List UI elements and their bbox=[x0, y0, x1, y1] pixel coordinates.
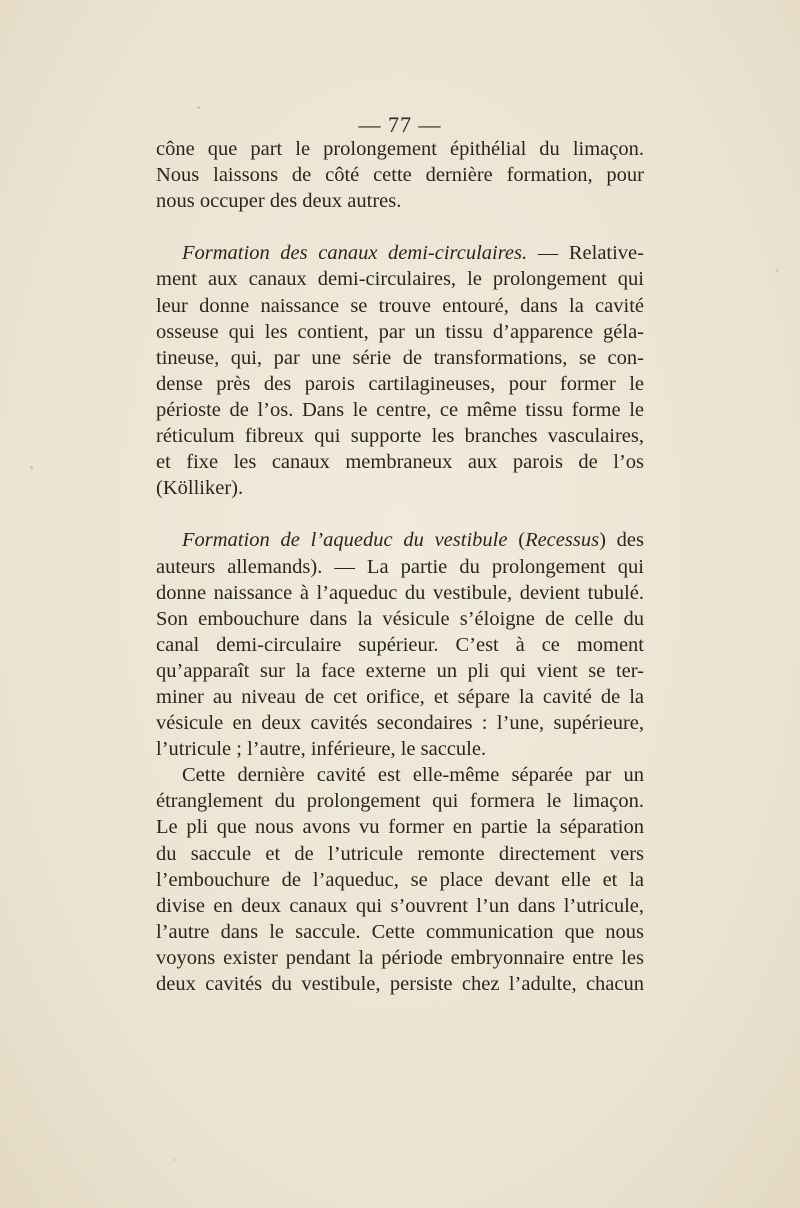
text-line: et fixe les canaux membraneux aux parois de l’os bbox=[156, 451, 644, 474]
text-line: nous occuper des deux autres. bbox=[156, 190, 402, 213]
text-line: canal demi-circulaire supérieur. C’est à ce moment bbox=[156, 633, 644, 656]
text-line: auteurs allemands). — La partie du prolongement qui bbox=[156, 555, 644, 578]
text-line: du saccule et de l’utricule remonte directement vers bbox=[156, 842, 644, 865]
text-line: l’autre dans le saccule. Cette communication que nous bbox=[156, 920, 644, 943]
text-line: vésicule en deux cavités secondaires : l’une, supérieure, bbox=[156, 712, 644, 735]
text-line: étranglement du prolongement qui formera le limaçon. bbox=[156, 790, 644, 813]
text-line: périoste de l’os. Dans le centre, ce même tissu forme le bbox=[156, 398, 644, 421]
section-heading: Formation des canaux demi-circulaires. bbox=[182, 242, 528, 265]
text-line: osseuse qui les contient, par un tissu d’apparence géla- bbox=[156, 320, 644, 343]
text-line: qu’apparaît sur la face externe un pli qui vient se ter- bbox=[156, 659, 644, 682]
paper-speck bbox=[776, 269, 778, 272]
text-line: tineuse, qui, par une série de transformations, se con- bbox=[156, 346, 644, 369]
text-fragment: ) des bbox=[599, 529, 644, 552]
text-line: voyons exister pendant la période embryonnaire entre les bbox=[156, 946, 644, 969]
section-heading: Formation de l’aqueduc du vestibule bbox=[182, 529, 508, 552]
text-line: l’utricule ; l’autre, inférieure, le saccule. bbox=[156, 738, 487, 761]
text-line: ment aux canaux demi-circulaires, le prolongement qui bbox=[156, 268, 644, 291]
text-fragment: — Relative- bbox=[527, 242, 644, 265]
text-line bbox=[156, 527, 644, 553]
text-line: (Kölliker). bbox=[156, 477, 244, 500]
section-heading-term: Recessus bbox=[525, 529, 600, 552]
text-line: deux cavités du vestibule, persiste chez l’adulte, chacun bbox=[156, 973, 644, 995]
text-line: donne naissance à l’aqueduc du vestibule, devient tubulé. bbox=[156, 581, 644, 604]
paragraph-gap bbox=[156, 214, 644, 240]
text-line: miner au niveau de cet orifice, et sépare la cavité de la bbox=[156, 685, 644, 708]
page-number: — 77 — bbox=[358, 112, 442, 137]
text-line: Nous laissons de côté cette dernière formation, pour bbox=[156, 164, 644, 187]
text-line: cône que part le prolongement épithélial du limaçon. bbox=[156, 138, 644, 160]
text-line: Son embouchure dans la vésicule s’éloigne de celle du bbox=[156, 607, 644, 630]
paper-speck bbox=[30, 466, 33, 469]
text-fragment: ( bbox=[507, 529, 526, 552]
text-line: l’embouchure de l’aqueduc, se place devant elle et la bbox=[156, 868, 644, 891]
paragraph-gap bbox=[156, 501, 644, 527]
text-line: divise en deux canaux qui s’ouvrent l’un dans l’utricule, bbox=[156, 894, 644, 917]
text-line: Le pli que nous avons vu former en partie la séparation bbox=[156, 816, 644, 839]
text-line: leur donne naissance se trouve entouré, dans la cavité bbox=[156, 294, 644, 317]
text-line: dense près des parois cartilagineuses, pour former le bbox=[156, 372, 644, 395]
body-text bbox=[156, 136, 644, 997]
paper-speck bbox=[197, 106, 200, 109]
paper-speck bbox=[174, 1159, 176, 1161]
text-line bbox=[156, 240, 644, 266]
text-line: réticulum fibreux qui supporte les branches vasculaires, bbox=[156, 425, 644, 448]
text-line: Cette dernière cavité est elle-même séparée par un bbox=[182, 764, 644, 787]
